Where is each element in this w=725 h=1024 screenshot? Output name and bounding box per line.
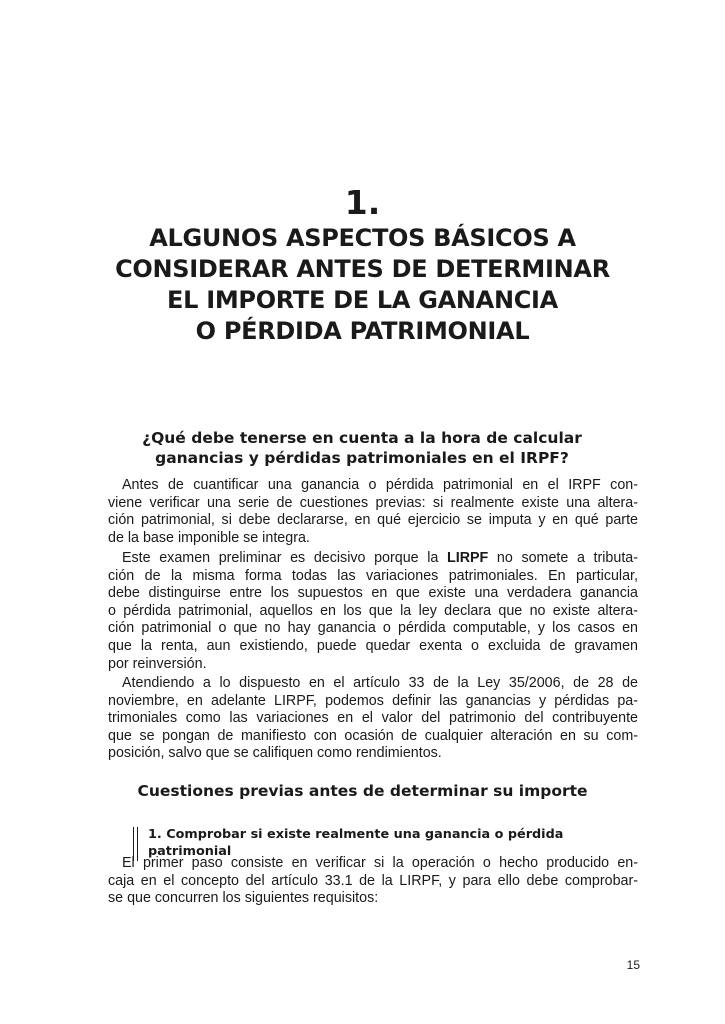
chapter-title-line: CONSIDERAR ANTES DE DETERMINAR (115, 255, 610, 283)
question-heading-line: ganancias y pérdidas patrimoniales en el IRPF? (155, 449, 569, 467)
paragraph-line: se que concurren los siguientes requisitos: (108, 890, 379, 907)
paragraph-line: debe distinguirse entre los supuestos en que existe una verdadera ganancia (108, 585, 638, 602)
paragraph-line (108, 550, 638, 568)
chapter-title-line: O PÉRDIDA PATRIMONIAL (195, 317, 530, 345)
paragraph-first-step (108, 855, 638, 908)
paragraph-line: de la base imponible se integra. (108, 529, 310, 546)
paragraph-preliminary-exam (108, 550, 638, 673)
chapter-number: 1. (344, 183, 381, 222)
paragraph-line: ción patrimonial, si debe declararse, en qué ejercicio se imputa y en qué parte (108, 512, 638, 529)
paragraph-line: Antes de cuantificar una ganancia o pérdida patrimonial en el IRPF con- (122, 477, 638, 493)
question-heading (108, 428, 616, 468)
paragraph-line: ción patrimonial o que no hay ganancia o pérdida computable, y los casos en (108, 620, 638, 637)
paragraph-line: noviembre, en adelante LIRPF, podemos definir las ganancias y pérdidas pa- (108, 692, 638, 709)
bold-term-lirpf: LIRPF (446, 550, 489, 566)
section-heading: Cuestiones previas antes de determinar su importe (137, 782, 588, 800)
paragraph-line: por reinversión. (108, 655, 207, 672)
paragraph-line: trimoniales como las variaciones en el valor del patrimonio del contribuyente (108, 710, 638, 727)
subsection-heading-line: 1. Comprobar si existe realmente una ganancia o pérdida (148, 827, 564, 842)
paragraph-line: viene verificar una serie de cuestiones previas: si realmente existe una altera- (108, 494, 638, 511)
paragraph-line: El primer paso consiste en verificar si la operación o hecho producido en- (122, 855, 638, 871)
paragraph-line: que la renta, aun existiendo, puede quedar exenta o excluida de gravamen (108, 637, 638, 654)
subsection-heading-line: patrimonial (148, 844, 232, 859)
chapter-title (60, 223, 665, 347)
page-number: 15 (626, 958, 640, 972)
text-run: no somete a tributa- (488, 550, 639, 566)
paragraph-line: posición, salvo que se califiquen como rendimientos. (108, 745, 442, 762)
chapter-title-line: EL IMPORTE DE LA GANANCIA (167, 286, 558, 314)
paragraph-line: o pérdida patrimonial, aquellos en los que la ley declara que no existe altera- (108, 602, 638, 619)
paragraph-line: caja en el concepto del artículo 33.1 de la LIRPF, y para ello debe comprobar- (108, 872, 638, 889)
paragraph-line: Atendiendo a lo dispuesto en el artículo 33 de la Ley 35/2006, de 28 de (122, 675, 638, 691)
question-heading-line: ¿Qué debe tenerse en cuenta a la hora de calcular (142, 429, 582, 447)
paragraph-intro (108, 477, 638, 547)
paragraph-line: ción de la misma forma todas las variaciones patrimoniales. En particular, (108, 567, 638, 584)
paragraph-definition (108, 675, 638, 763)
text-run: Este examen preliminar es decisivo porque la (122, 550, 447, 566)
chapter-title-line: ALGUNOS ASPECTOS BÁSICOS A (149, 224, 576, 252)
paragraph-line: que se pongan de manifiesto con ocasión de cualquier alteración en su com- (108, 727, 638, 744)
